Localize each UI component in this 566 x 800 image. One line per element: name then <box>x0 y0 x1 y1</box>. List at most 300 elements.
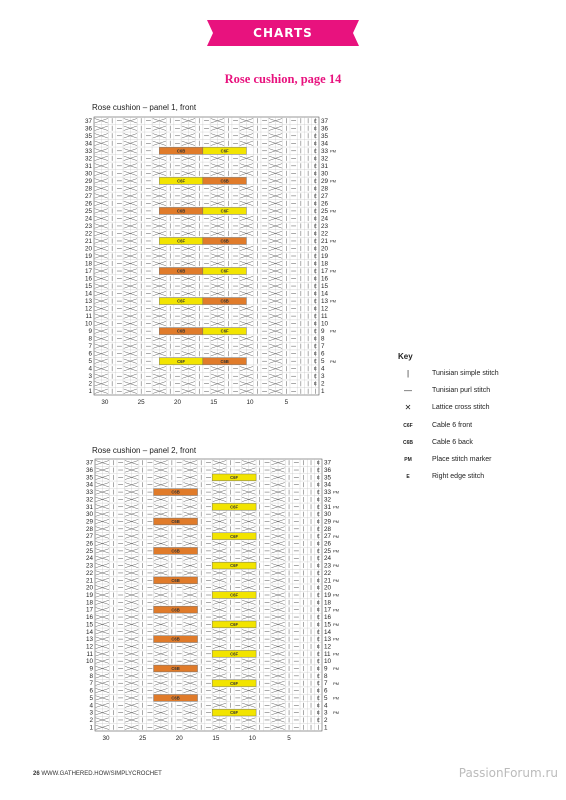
row-number-right: 1 <box>321 388 325 396</box>
pm-marker: PM <box>333 519 339 525</box>
edge-stitch: E <box>316 548 320 554</box>
row-number-left: 34 <box>84 140 92 148</box>
pm-marker: PM <box>333 680 339 686</box>
cable-label: C6F <box>230 563 239 569</box>
row-number-right: 20 <box>321 245 329 253</box>
row-number-left: 35 <box>85 474 93 482</box>
row-number-right: 18 <box>324 599 332 607</box>
row-number-left: 30 <box>85 511 93 519</box>
row-number-right: 11 <box>324 650 331 658</box>
page-footer <box>33 771 162 777</box>
row-number-right: 3 <box>324 709 328 717</box>
x-tick-label: 20 <box>175 735 183 742</box>
pm-marker: PM <box>333 592 339 598</box>
row-number-left: 36 <box>85 467 93 475</box>
edge-stitch: E <box>313 125 317 131</box>
row-number-right: 4 <box>324 702 328 710</box>
edge-stitch: E <box>316 467 320 473</box>
pm-marker: PM <box>333 695 339 701</box>
row-number-left: 21 <box>84 237 92 245</box>
row-number-right: 34 <box>321 140 329 148</box>
row-number-left: 31 <box>85 503 93 511</box>
row-number-right: 12 <box>324 643 332 651</box>
row-number-left: 15 <box>84 283 92 291</box>
cable-label: C6B <box>220 298 229 304</box>
row-number-left: 1 <box>89 724 93 732</box>
edge-stitch: E <box>313 291 317 297</box>
cable-label: C6F <box>220 208 229 214</box>
row-number-left: 23 <box>85 562 93 570</box>
edge-stitch: E <box>316 702 320 708</box>
edge-stitch: E <box>313 178 317 184</box>
row-number-left: 16 <box>85 614 93 622</box>
cable-label: C6B <box>171 519 180 525</box>
x-tick-label: 30 <box>101 399 109 406</box>
edge-stitch: E <box>316 629 320 635</box>
row-number-right: 33 <box>324 489 332 497</box>
row-number-left: 27 <box>84 192 92 200</box>
row-number-right: 35 <box>324 474 332 482</box>
edge-stitch: E <box>313 283 317 289</box>
edge-stitch: E <box>316 710 320 716</box>
x-tick-label: 15 <box>210 399 218 406</box>
edge-stitch: E <box>316 607 320 613</box>
row-number-right: 29 <box>321 177 329 185</box>
key-item <box>398 472 558 489</box>
row-number-right: 13 <box>324 636 332 644</box>
cable-label: C6B <box>171 636 180 642</box>
row-number-right: 6 <box>321 350 325 358</box>
row-number-right: 1 <box>324 724 328 732</box>
edge-stitch: E <box>313 223 317 229</box>
row-number-left: 15 <box>85 621 93 629</box>
edge-stitch: E <box>313 200 317 206</box>
pm-marker: PM <box>333 577 339 583</box>
edge-stitch: E <box>313 298 317 304</box>
row-number-left: 14 <box>85 628 93 636</box>
cable-label: C6B <box>171 489 180 495</box>
cable-label: C6F <box>230 592 239 598</box>
edge-stitch: E <box>313 313 317 319</box>
x-tick-label: 25 <box>137 399 145 406</box>
edge-stitch: E <box>313 306 317 312</box>
edge-stitch: E <box>313 358 317 364</box>
pm-marker: PM <box>333 489 339 495</box>
row-number-right: 15 <box>321 283 329 291</box>
edge-stitch: E <box>316 592 320 598</box>
edge-stitch: E <box>313 148 317 154</box>
row-number-left: 5 <box>88 358 92 366</box>
cable-label: C6F <box>177 298 186 304</box>
cable-label: C6B <box>220 178 229 184</box>
row-number-right: 11 <box>321 313 328 321</box>
cable-label: C6F <box>230 651 239 657</box>
pm-icon: PM <box>404 456 412 463</box>
edge-icon: E <box>406 474 410 481</box>
row-number-right: 10 <box>324 658 332 666</box>
edge-stitch: E <box>313 328 317 334</box>
row-number-right: 24 <box>324 555 332 563</box>
row-number-left: 4 <box>89 702 93 710</box>
edge-stitch: E <box>316 504 320 510</box>
row-number-left: 14 <box>84 290 92 298</box>
edge-stitch: E <box>316 541 320 547</box>
cable-label: C6B <box>176 328 186 334</box>
cable-label: C6F <box>230 622 239 628</box>
row-number-right: 37 <box>321 117 329 125</box>
pm-marker: PM <box>330 178 336 184</box>
key-item <box>398 455 558 472</box>
watermark: PassionForum.ru <box>458 766 558 780</box>
row-number-right: 9 <box>324 665 328 673</box>
cable-label: C6B <box>171 607 180 613</box>
row-number-right: 32 <box>321 155 329 163</box>
row-number-left: 10 <box>84 320 92 328</box>
cable-label: C6B <box>171 695 180 701</box>
row-number-right: 37 <box>324 459 332 467</box>
row-number-right: 15 <box>324 621 332 629</box>
row-number-right: 14 <box>324 628 332 636</box>
footer-url: WWW.GATHERED.HOW/SIMPLYCROCHET <box>41 771 162 777</box>
edge-stitch: E <box>313 170 317 176</box>
row-number-right: 20 <box>324 584 332 592</box>
edge-stitch: E <box>316 474 320 480</box>
row-number-left: 13 <box>84 298 92 306</box>
page-number: 26 <box>33 771 40 777</box>
x-tick-label: 5 <box>284 399 289 406</box>
key-item <box>398 438 558 455</box>
row-number-left: 22 <box>85 569 93 577</box>
row-number-right: 16 <box>321 275 329 283</box>
row-number-left: 20 <box>85 584 93 592</box>
row-number-left: 6 <box>89 687 93 695</box>
edge-stitch: E <box>313 321 317 327</box>
row-number-left: 23 <box>84 222 92 230</box>
row-number-left: 24 <box>85 555 93 563</box>
key-item-label: Tunisian purl stitch <box>432 387 491 395</box>
row-number-right: 27 <box>321 192 329 200</box>
edge-stitch: E <box>316 518 320 524</box>
row-number-right: 9 <box>321 328 325 336</box>
stitch-key <box>398 352 558 489</box>
edge-stitch: E <box>316 460 320 466</box>
pm-marker: PM <box>330 328 336 334</box>
row-number-right: 19 <box>324 592 332 599</box>
row-number-left: 37 <box>85 459 93 467</box>
cable-label: C6B <box>220 358 229 364</box>
edge-stitch: E <box>313 193 317 199</box>
key-item <box>398 421 558 438</box>
row-number-left: 26 <box>84 200 92 208</box>
edge-stitch: E <box>313 133 317 139</box>
edge-stitch: E <box>316 695 320 701</box>
edge-stitch: E <box>313 155 317 161</box>
row-number-left: 35 <box>84 132 92 140</box>
row-number-right: 21 <box>324 577 332 585</box>
row-number-right: 21 <box>321 237 329 245</box>
row-number-left: 8 <box>89 672 93 680</box>
edge-stitch: E <box>316 673 320 679</box>
row-number-left: 12 <box>85 643 93 651</box>
edge-stitch: E <box>316 643 320 649</box>
row-number-right: 33 <box>321 147 329 155</box>
row-number-left: 18 <box>85 599 93 607</box>
row-number-left: 19 <box>84 253 92 260</box>
x-tick-label: 5 <box>287 735 291 742</box>
row-number-left: 11 <box>86 650 93 658</box>
row-number-left: 8 <box>88 335 92 343</box>
key-item-label: Cable 6 front <box>432 421 473 429</box>
row-number-right: 23 <box>321 222 329 230</box>
row-number-left: 2 <box>89 716 93 724</box>
x-tick-label: 30 <box>102 735 110 742</box>
c6b-icon: C6B <box>402 439 413 446</box>
row-number-left: 21 <box>85 577 93 585</box>
pm-marker: PM <box>333 548 339 554</box>
cable-label: C6B <box>171 577 180 583</box>
row-number-left: 31 <box>84 162 92 170</box>
edge-stitch: E <box>313 245 317 251</box>
row-number-right: 28 <box>321 185 329 193</box>
key-item-label: Cable 6 back <box>432 438 473 446</box>
row-number-right: 5 <box>324 694 328 702</box>
row-number-left: 10 <box>85 658 93 666</box>
edge-stitch: E <box>316 658 320 664</box>
c6f-icon: C6F <box>403 422 413 429</box>
row-number-right: 7 <box>321 343 325 351</box>
row-number-right: 22 <box>324 569 332 577</box>
key-title: Key <box>398 352 413 361</box>
row-number-right: 34 <box>324 481 332 489</box>
cable-label: C6F <box>177 178 186 184</box>
pm-marker: PM <box>330 208 336 214</box>
row-number-right: 24 <box>321 215 329 223</box>
row-number-right: 4 <box>321 365 325 373</box>
edge-stitch: E <box>316 563 320 569</box>
edge-stitch: E <box>316 496 320 502</box>
row-number-right: 30 <box>321 170 329 178</box>
row-number-left: 34 <box>85 481 93 489</box>
edge-stitch: E <box>316 533 320 539</box>
row-number-left: 33 <box>85 489 93 497</box>
key-item-label: Right edge stitch <box>432 473 485 481</box>
edge-stitch: E <box>316 489 320 495</box>
row-number-left: 33 <box>84 147 92 155</box>
row-number-left: 7 <box>89 680 93 688</box>
edge-stitch: E <box>313 215 317 221</box>
row-number-left: 19 <box>85 592 93 599</box>
row-number-left: 3 <box>88 373 92 381</box>
row-number-left: 27 <box>85 533 93 541</box>
row-number-right: 22 <box>321 230 329 238</box>
row-number-left: 28 <box>84 185 92 193</box>
row-number-left: 5 <box>89 694 93 702</box>
edge-stitch: E <box>313 163 317 169</box>
pm-marker: PM <box>333 622 339 628</box>
edge-stitch: E <box>316 666 320 672</box>
cable-label: C6B <box>176 148 186 154</box>
key-item <box>398 403 558 420</box>
pm-marker: PM <box>333 533 339 539</box>
edge-stitch: E <box>313 140 317 146</box>
edge-stitch: E <box>313 253 317 259</box>
row-number-left: 18 <box>84 260 92 268</box>
edge-stitch: E <box>316 555 320 561</box>
row-number-right: 18 <box>321 260 329 268</box>
row-number-right: 36 <box>321 125 329 133</box>
row-number-right: 17 <box>324 606 332 614</box>
pm-marker: PM <box>330 238 336 244</box>
row-number-right: 8 <box>321 335 325 343</box>
row-number-right: 31 <box>321 162 329 170</box>
key-item <box>398 369 558 386</box>
edge-stitch: E <box>313 336 317 342</box>
edge-stitch: E <box>316 570 320 576</box>
row-number-left: 17 <box>85 606 93 614</box>
row-number-right: 25 <box>321 207 329 215</box>
row-number-left: 32 <box>84 155 92 163</box>
row-number-right: 27 <box>324 533 332 541</box>
key-item-label: Lattice cross stitch <box>432 404 490 412</box>
row-number-right: 6 <box>324 687 328 695</box>
edge-stitch: E <box>313 343 317 349</box>
row-number-right: 2 <box>321 380 325 388</box>
row-number-left: 2 <box>88 380 92 388</box>
tss-icon: | <box>406 369 410 378</box>
edge-stitch: E <box>316 599 320 605</box>
pm-marker: PM <box>330 268 336 274</box>
row-number-left: 17 <box>84 268 92 276</box>
row-number-right: 8 <box>324 672 328 680</box>
pm-marker: PM <box>333 563 339 569</box>
row-number-left: 25 <box>85 547 93 555</box>
row-number-left: 26 <box>85 540 93 548</box>
pm-marker: PM <box>333 666 339 672</box>
chart-title-panel-2: Rose cushion – panel 2, front <box>92 446 197 455</box>
edge-stitch: E <box>316 585 320 591</box>
edge-stitch: E <box>313 366 317 372</box>
pm-marker: PM <box>330 298 336 304</box>
row-number-left: 3 <box>89 709 93 717</box>
edge-stitch: E <box>316 526 320 532</box>
cable-label: C6F <box>177 358 186 364</box>
row-number-left: 13 <box>85 636 93 644</box>
row-number-left: 16 <box>84 275 92 283</box>
chart-panel-2 <box>86 459 339 742</box>
edge-stitch: E <box>316 651 320 657</box>
x-tick-label: 10 <box>248 735 256 742</box>
edge-stitch: E <box>313 276 317 282</box>
row-number-right: 12 <box>321 305 329 313</box>
x-tick-label: 15 <box>212 735 220 742</box>
row-number-left: 12 <box>84 305 92 313</box>
cable-label: C6F <box>230 504 239 510</box>
cable-label: C6F <box>230 533 239 539</box>
row-number-left: 9 <box>88 328 92 336</box>
row-number-right: 26 <box>324 540 332 548</box>
pm-marker: PM <box>330 148 336 154</box>
edge-stitch: E <box>313 381 317 387</box>
cable-label: C6B <box>176 208 186 214</box>
pm-marker: PM <box>333 651 339 657</box>
row-number-right: 5 <box>321 358 325 366</box>
pm-marker: PM <box>333 710 339 716</box>
page-subtitle: Rose cushion, page 14 <box>224 72 342 86</box>
cable-label: C6F <box>220 268 229 274</box>
row-number-left: 9 <box>89 665 93 673</box>
cable-label: C6F <box>230 710 239 716</box>
cable-label: C6F <box>220 148 229 154</box>
cable-label: C6B <box>220 238 229 244</box>
pm-marker: PM <box>333 607 339 613</box>
row-number-left: 22 <box>84 230 92 238</box>
edge-stitch: E <box>316 511 320 517</box>
row-number-left: 30 <box>84 170 92 178</box>
edge-stitch: E <box>316 688 320 694</box>
cable-label: C6F <box>230 474 239 480</box>
row-number-right: 17 <box>321 268 329 276</box>
row-number-left: 6 <box>88 350 92 358</box>
edge-stitch: E <box>313 238 317 244</box>
cable-label: C6F <box>230 680 239 686</box>
row-number-left: 24 <box>84 215 92 223</box>
row-number-right: 10 <box>321 320 329 328</box>
row-number-left: 29 <box>85 518 93 526</box>
cable-label: C6B <box>171 548 180 554</box>
cable-label: C6F <box>220 328 229 334</box>
row-number-left: 7 <box>88 343 92 351</box>
row-number-right: 14 <box>321 290 329 298</box>
row-number-right: 7 <box>324 680 328 688</box>
row-number-right: 28 <box>324 525 332 533</box>
edge-stitch: E <box>316 636 320 642</box>
edge-stitch: E <box>316 717 320 723</box>
x-tick-label: 20 <box>173 399 181 406</box>
x-tick-label: 10 <box>246 399 254 406</box>
row-number-left: 25 <box>84 207 92 215</box>
row-number-left: 29 <box>84 177 92 185</box>
row-number-right: 19 <box>321 253 329 260</box>
edge-stitch: E <box>316 482 320 488</box>
pm-marker: PM <box>333 636 339 642</box>
row-number-right: 25 <box>324 547 332 555</box>
edge-stitch: E <box>316 680 320 686</box>
edge-stitch: E <box>316 621 320 627</box>
lattice-icon: ✕ <box>404 403 412 413</box>
edge-stitch: E <box>313 185 317 191</box>
row-number-right: 29 <box>324 518 332 526</box>
row-number-left: 36 <box>84 125 92 133</box>
cable-label: C6F <box>177 238 186 244</box>
pm-marker: PM <box>333 504 339 510</box>
edge-stitch: E <box>316 577 320 583</box>
row-number-left: 20 <box>84 245 92 253</box>
row-number-right: 2 <box>324 716 328 724</box>
row-number-right: 35 <box>321 132 329 140</box>
row-number-right: 32 <box>324 496 332 504</box>
row-number-right: 23 <box>324 562 332 570</box>
row-number-right: 3 <box>321 373 325 381</box>
row-number-left: 4 <box>88 365 92 373</box>
chart-panel-1 <box>85 117 336 406</box>
row-number-right: 31 <box>324 503 332 511</box>
cable-label: C6B <box>171 666 180 672</box>
row-number-right: 36 <box>324 467 332 475</box>
row-number-left: 11 <box>85 313 92 321</box>
edge-stitch: E <box>313 118 317 124</box>
edge-stitch: E <box>313 268 317 274</box>
row-number-right: 13 <box>321 298 329 306</box>
